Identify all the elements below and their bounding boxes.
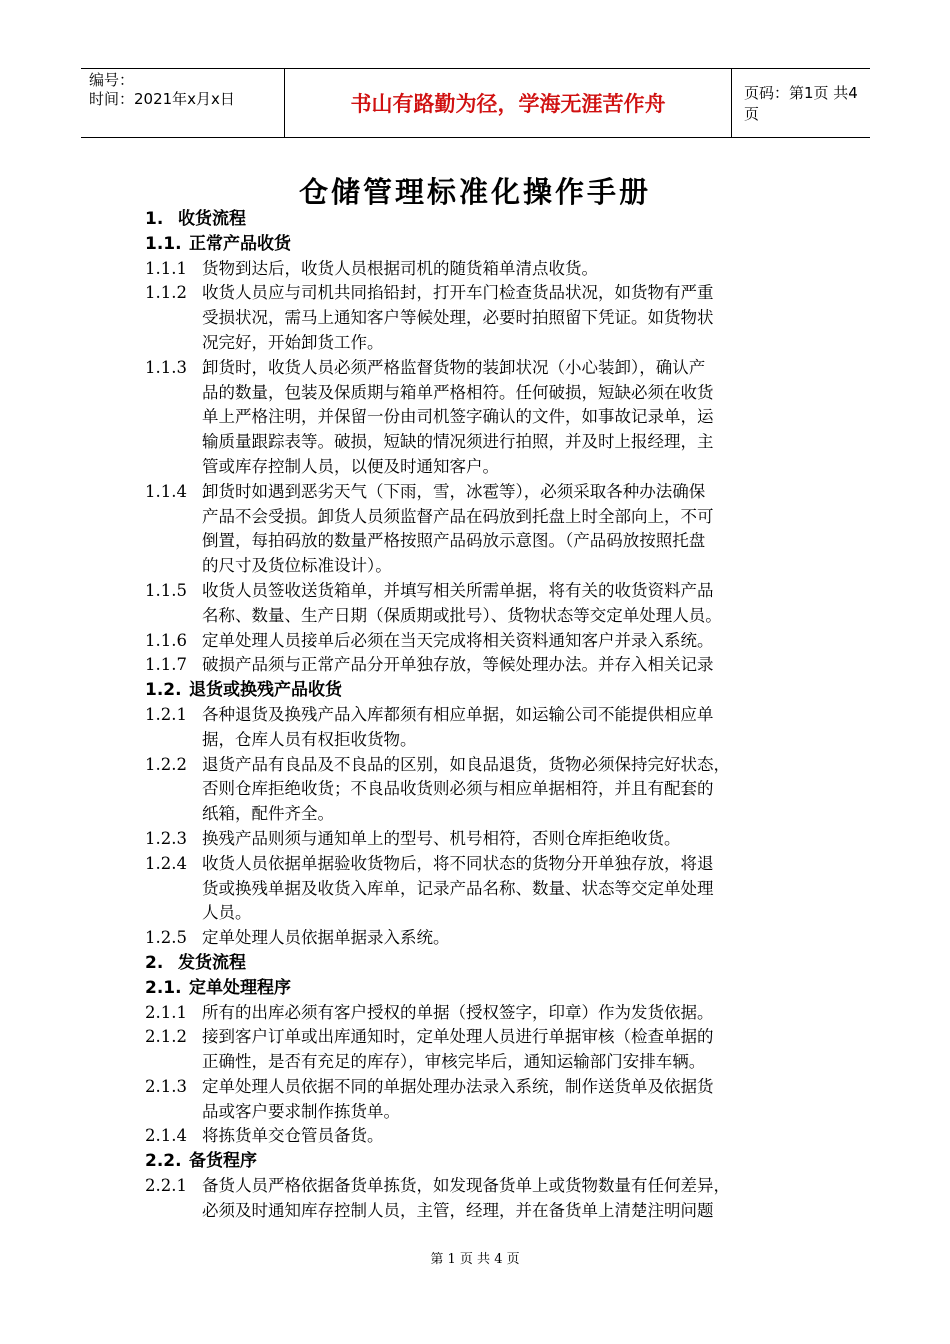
list-item xyxy=(145,827,825,852)
subsection-heading xyxy=(145,1149,825,1174)
item-text xyxy=(202,480,825,579)
text-line: 退货产品有良品及不良品的区别，如良品退货，货物必须保持完好状态， xyxy=(202,754,730,774)
list-item xyxy=(145,703,825,753)
heading-text: 收货流程 xyxy=(178,209,246,229)
list-item xyxy=(145,1001,825,1026)
heading-number: 1. xyxy=(145,209,164,229)
text-line: 名称、数量、生产日期（保质期或批号）、货物状态等交定单处理人员。 xyxy=(202,605,722,625)
list-item xyxy=(145,852,825,926)
item-text xyxy=(202,629,825,654)
item-text xyxy=(202,753,825,827)
item-number: 1.1.5 xyxy=(145,580,187,600)
text-line: 人员。 xyxy=(202,903,252,923)
section-heading xyxy=(145,207,825,232)
text-line: 货物到达后，收货人员根据司机的随货箱单清点收货。 xyxy=(202,258,598,278)
text-line: 各种退货及换残产品入库都须有相应单据，如运输公司不能提供相应单 xyxy=(202,704,714,724)
item-number: 1.2.5 xyxy=(145,928,187,948)
heading-text: 定单处理程序 xyxy=(189,977,291,998)
subsection-heading xyxy=(145,976,825,1001)
document-title: 仓储管理标准化操作手册 xyxy=(298,175,651,209)
text-line: 品或客户要求制作拣货单。 xyxy=(202,1101,400,1121)
heading-number: 2.1. xyxy=(145,977,182,998)
text-line: 据，仓库人员有权拒收货物。 xyxy=(202,729,417,749)
list-item xyxy=(145,753,825,827)
list-item xyxy=(145,1174,825,1224)
text-line: 卸货时如遇到恶劣天气（下雨，雪，冰雹等），必须采取各种办法确保 xyxy=(202,481,706,501)
text-line: 收货人员应与司机共同掐铅封，打开车门检查货品状况，如货物有严重 xyxy=(202,283,714,303)
heading-number: 2. xyxy=(145,952,164,973)
text-line: 备货人员严格依据备货单拣货，如发现备货单上或货物数量有任何差异， xyxy=(202,1176,730,1196)
item-text xyxy=(202,852,825,926)
list-item xyxy=(145,629,825,654)
item-text xyxy=(202,257,825,282)
item-number: 2.1.3 xyxy=(145,1076,187,1096)
heading-text: 退货或换残产品收货 xyxy=(189,680,342,701)
text-line: 况完好，开始卸货工作。 xyxy=(202,332,384,352)
heading-number: 2.2. xyxy=(145,1151,182,1172)
heading-number: 1.2. xyxy=(145,680,182,701)
number-label: 编号： xyxy=(89,71,135,89)
list-item xyxy=(145,926,825,951)
text-line: 必须及时通知库存控制人员，主管，经理，并在备货单上清楚注明问题 xyxy=(202,1200,714,1220)
text-line: 正确性，是否有充足的库存），审核完毕后，通知运输部门安排车辆。 xyxy=(202,1052,706,1072)
list-item xyxy=(145,579,825,629)
page-footer: 第 1 页 共 4 页 xyxy=(430,1252,520,1267)
item-text xyxy=(202,1124,825,1149)
text-line: 的尺寸及货位标准设计）。 xyxy=(202,556,392,576)
item-number: 1.1.7 xyxy=(145,655,187,675)
item-text xyxy=(202,356,825,480)
item-number: 2.2.1 xyxy=(145,1176,187,1196)
text-line: 输质量跟踪表等。破损，短缺的情况须进行拍照，并及时上报经理，主 xyxy=(202,432,714,452)
heading-text: 发货流程 xyxy=(178,952,246,973)
list-item xyxy=(145,1075,825,1125)
page-info: 页码：第1页 共4页 xyxy=(744,84,858,123)
text-line: 将拣货单交仓管员备货。 xyxy=(202,1126,384,1146)
heading-number: 1.1. xyxy=(145,233,182,254)
text-line: 定单处理人员依据单据录入系统。 xyxy=(202,928,450,948)
item-number: 1.2.3 xyxy=(145,828,187,848)
item-number: 2.1.4 xyxy=(145,1126,187,1146)
item-number: 1.1.3 xyxy=(145,357,187,377)
item-number: 2.1.1 xyxy=(145,1002,187,1022)
item-text xyxy=(202,1025,825,1075)
text-line: 破损产品须与正常产品分开单独存放，等候处理办法。并存入相关记录 xyxy=(202,655,714,675)
text-line: 纸箱，配件齐全。 xyxy=(202,804,334,824)
text-line: 产品不会受损。卸货人员须监督产品在码放到托盘上时全部向上，不可 xyxy=(202,506,714,526)
list-item xyxy=(145,1124,825,1149)
header-left-cell xyxy=(81,69,284,137)
section-heading xyxy=(145,951,825,976)
list-item xyxy=(145,281,825,355)
item-number: 1.1.1 xyxy=(145,258,187,278)
item-text xyxy=(202,1075,825,1125)
item-text xyxy=(202,579,825,629)
item-text xyxy=(202,827,825,852)
subsection-heading xyxy=(145,232,825,257)
item-number: 1.2.2 xyxy=(145,754,187,774)
text-line: 卸货时，收货人员必须严格监督货物的装卸状况（小心装卸），确认产 xyxy=(202,357,706,377)
item-text xyxy=(202,926,825,951)
text-line: 否则仓库拒绝收货；不良品收货则必须与相应单据相符，并且有配套的 xyxy=(202,779,714,799)
item-text xyxy=(202,653,825,678)
item-text xyxy=(202,703,825,753)
motto: 书山有路勤为径，学海无涯苦作舟 xyxy=(284,69,732,137)
subsection-heading xyxy=(145,678,825,703)
item-number: 1.1.6 xyxy=(145,630,187,650)
text-line: 换残产品则须与通知单上的型号、机号相符，否则仓库拒绝收货。 xyxy=(202,828,681,848)
document-body xyxy=(145,207,825,1224)
item-text xyxy=(202,1174,825,1224)
item-number: 1.1.4 xyxy=(145,481,187,501)
text-line: 定单处理人员依据不同的单据处理办法录入系统，制作送货单及依据货 xyxy=(202,1076,714,1096)
text-line: 定单处理人员接单后必须在当天完成将相关资料通知客户并录入系统。 xyxy=(202,630,714,650)
item-number: 1.2.1 xyxy=(145,704,187,724)
text-line: 货或换残单据及收货入库单，记录产品名称、数量、状态等交定单处理 xyxy=(202,878,714,898)
list-item xyxy=(145,1025,825,1075)
text-line: 所有的出库必须有客户授权的单据（授权签字，印章）作为发货依据。 xyxy=(202,1002,714,1022)
text-line: 管或库存控制人员，以便及时通知客户。 xyxy=(202,456,499,476)
list-item xyxy=(145,480,825,579)
text-line: 倒置，每拍码放的数量严格按照产品码放示意图。（产品码放按照托盘 xyxy=(202,531,706,551)
item-text xyxy=(202,281,825,355)
text-line: 受损状况，需马上通知客户等候处理，必要时拍照留下凭证。如货物状 xyxy=(202,308,714,328)
item-number: 1.2.4 xyxy=(145,853,187,873)
text-line: 单上严格注明，并保留一份由司机签字确认的文件，如事故记录单，运 xyxy=(202,407,714,427)
header-table xyxy=(81,68,870,138)
text-line: 收货人员签收送货箱单，并填写相关所需单据，将有关的收货资料产品 xyxy=(202,580,714,600)
text-line: 品的数量，包装及保质期与箱单严格相符。任何破损，短缺必须在收货 xyxy=(202,382,714,402)
item-number: 2.1.2 xyxy=(145,1027,187,1047)
list-item xyxy=(145,257,825,282)
item-text xyxy=(202,1001,825,1026)
list-item xyxy=(145,356,825,480)
text-line: 接到客户订单或出库通知时，定单处理人员进行单据审核（检查单据的 xyxy=(202,1027,714,1047)
item-number: 1.1.2 xyxy=(145,283,187,303)
list-item xyxy=(145,653,825,678)
time-label: 时间：2021年x月x日 xyxy=(89,90,235,108)
heading-text: 正常产品收货 xyxy=(189,233,291,254)
heading-text: 备货程序 xyxy=(189,1151,257,1172)
text-line: 收货人员依据单据验收货物后，将不同状态的货物分开单独存放，将退 xyxy=(202,853,714,873)
